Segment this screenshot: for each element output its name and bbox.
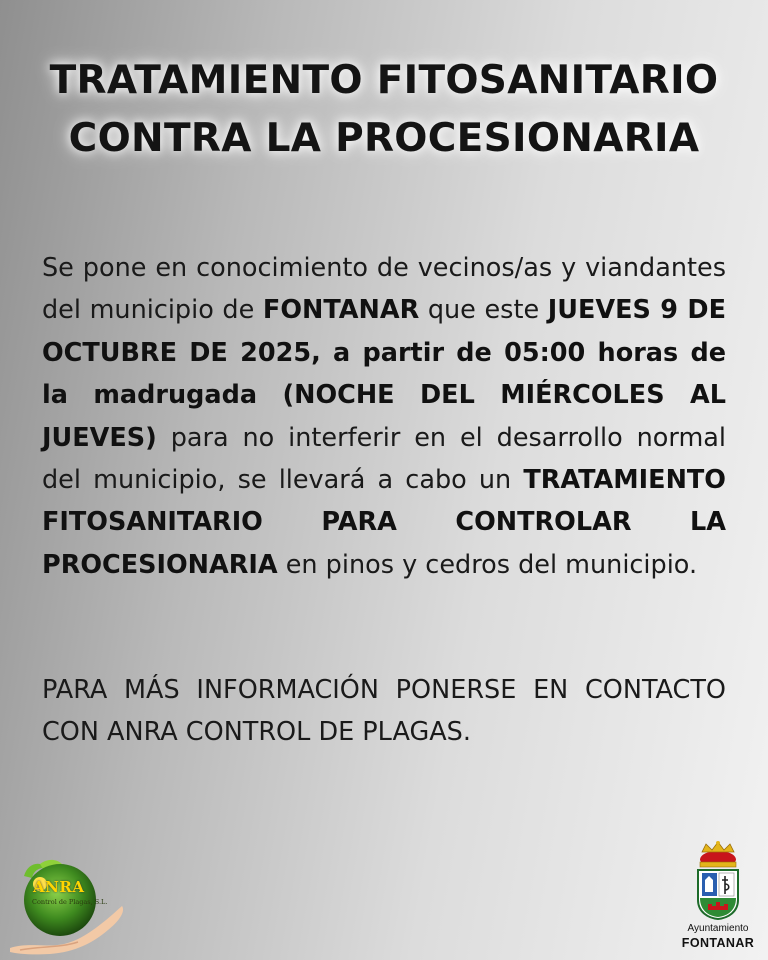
notice-bold-date: JUEVES 9 DE OCTUBRE DE 2025, a partir de 05:00 horas de la madrugada (NOCHE DEL MIÉRCOLES AL JUEVES): [42, 295, 726, 453]
notice-text-4: en pinos y cedros del municipio.: [277, 549, 698, 580]
notice-text-3: para no interferir en el desarrollo normal del municipio, se llevará a cabo un: [42, 422, 726, 496]
ayuntamiento-name: FONTANAR: [681, 936, 755, 950]
notice-bold-treatment: TRATAMIENTO FITOSANITARIO PARA CONTROLAR LA PROCESIONARIA: [42, 465, 726, 580]
notice-paragraph: [42, 247, 726, 586]
title-line-2: CONTRA LA PROCESIONARIA: [68, 116, 700, 161]
title-line-1: TRATAMIENTO FITOSANITARIO: [49, 58, 719, 103]
ayuntamiento-logo: [672, 840, 764, 956]
ayuntamiento-label: Ayuntamiento: [687, 923, 749, 934]
page-title: [0, 52, 768, 168]
notice-bold-town: FONTANAR: [262, 295, 420, 326]
notice-text-1: Se pone en conocimiento de vecinos/as y viandantes del municipio de: [42, 253, 726, 326]
notice-text-2: que este: [419, 295, 548, 326]
anra-name: ANRA: [33, 878, 85, 896]
anra-logo: [10, 856, 130, 956]
contact-paragraph: PARA MÁS INFORMACIÓN PONERSE EN CONTACTO CON ANRA CONTROL DE PLAGAS.: [42, 675, 726, 748]
anra-subtitle: Control de Plagas, S.L.: [32, 898, 108, 906]
coat-of-arms-icon: [694, 840, 742, 920]
anra-globe-hand-icon: [10, 856, 130, 956]
